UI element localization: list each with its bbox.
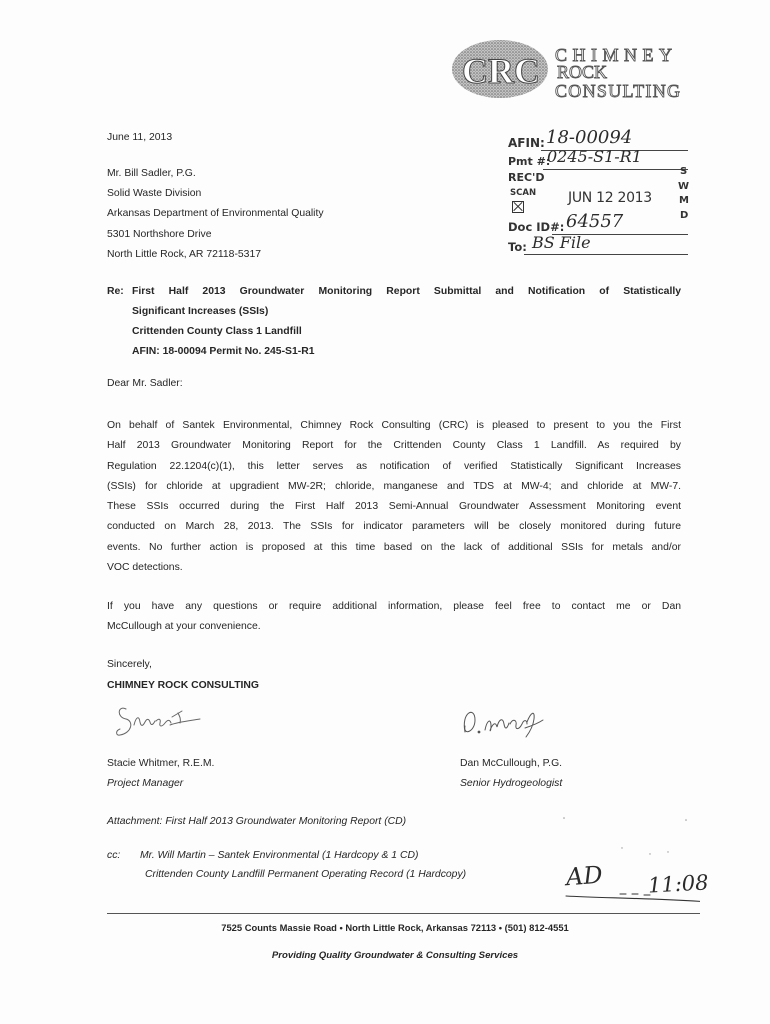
cc-line: Crittenden County Landfill Permanent Operating Record (1 Hardcopy) bbox=[145, 869, 467, 880]
body-paragraph-2 bbox=[107, 597, 681, 638]
margin-letter-s: S bbox=[680, 166, 688, 177]
signature-stacie-whitmer bbox=[112, 695, 207, 745]
docid-label: Doc ID#: bbox=[508, 220, 565, 234]
scan-checkbox bbox=[512, 201, 524, 213]
to-underline bbox=[524, 254, 688, 255]
signatory-1-name: Stacie Whitmer, R.E.M. bbox=[107, 758, 215, 769]
cc-label: cc: bbox=[107, 850, 121, 861]
pmt-underline bbox=[543, 169, 688, 170]
logo-text-line3: CONSULTING bbox=[555, 81, 680, 101]
subject-line: Significant Increases (SSIs) bbox=[132, 306, 269, 317]
paragraph-line: (SSIs) for chloride at upgradient MW-2R; chloride, manganese and TDS at MW-4; and chloride at MW-7. bbox=[107, 480, 681, 492]
paragraph-line: On behalf of Santek Environmental, Chimney Rock Consulting (CRC) is pleased to present to you the First bbox=[107, 420, 681, 431]
paragraph-line: events. No further action is proposed at this time based on the lack of additional SSIs for metals and/or bbox=[107, 541, 681, 553]
recipient-line: Solid Waste Division bbox=[107, 188, 202, 200]
paragraph-line: If you have any questions or require additional information, please feel free to contact me or Dan bbox=[107, 601, 681, 612]
subject-label: Re: bbox=[107, 286, 124, 297]
subject-line: AFIN: 18-00094 Permit No. 245-S1-R1 bbox=[132, 346, 315, 357]
recipient-line: North Little Rock, AR 72118-5317 bbox=[107, 248, 262, 260]
recipient-line: Arkansas Department of Environmental Quality bbox=[107, 208, 324, 220]
cc-line: Mr. Will Martin – Santek Environmental (1 Hardcopy & 1 CD) bbox=[140, 850, 419, 861]
subject-line: Crittenden County Class 1 Landfill bbox=[132, 326, 302, 337]
paragraph-line: Regulation 22.1204(c)(1), this letter serves as notification of verified Statistically Significant Increases bbox=[107, 460, 681, 472]
subject-line: First Half 2013 Groundwater Monitoring Report Submittal and Notification of Statistically bbox=[132, 286, 681, 297]
margin-letter-d: D bbox=[680, 210, 689, 221]
signatory-1-title: Project Manager bbox=[107, 778, 184, 789]
signatory-2-title: Senior Hydrogeologist bbox=[460, 778, 563, 789]
afin-handwritten: 18-00094 bbox=[546, 127, 633, 148]
to-handwritten: BS File bbox=[532, 233, 591, 252]
recipient-address bbox=[107, 164, 324, 265]
closing-company: CHIMNEY ROCK CONSULTING bbox=[107, 680, 260, 691]
paragraph-line: conducted on March 28, 2013. The SSIs for indicator parameters will be closely monitored during future bbox=[107, 521, 681, 533]
footer-address: 7525 Counts Massie Road • North Little Rock, Arkansas 72113 • (501) 812-4551 bbox=[221, 922, 569, 933]
letter-date: June 11, 2013 bbox=[107, 132, 173, 143]
body-paragraph-1 bbox=[107, 416, 681, 578]
paragraph-line: These SSIs occurred during the First Half 2013 Semi-Annual Groundwater Assessment Monitoring event bbox=[107, 501, 681, 513]
handwritten-time: 11:08 bbox=[647, 870, 710, 898]
logo-monogram: CRC bbox=[462, 51, 540, 91]
pmt-label: Pmt #: bbox=[508, 155, 551, 168]
footer-tagline: Providing Quality Groundwater & Consulting Services bbox=[271, 950, 519, 961]
margin-letter-m: M bbox=[679, 195, 689, 206]
received-label: REC'D bbox=[508, 171, 545, 184]
subject-block bbox=[132, 282, 681, 362]
paragraph-line: McCullough at your convenience. bbox=[107, 621, 261, 633]
pmt-handwritten: 0245-S1-R1 bbox=[547, 147, 642, 166]
paragraph-line: Half 2013 Groundwater Monitoring Report for the Crittenden County Class 1 Landfill. As required by bbox=[107, 440, 681, 452]
logo-text-line1: CHIMNEY bbox=[555, 45, 672, 65]
signatory-2-name: Dan McCullough, P.G. bbox=[460, 758, 563, 769]
signature-dan-mccullough bbox=[455, 698, 555, 743]
logo-text-line2: ROCK bbox=[557, 62, 607, 82]
scan-label: SCAN bbox=[510, 188, 537, 198]
margin-letter-w: W bbox=[678, 181, 690, 192]
closing-sincerely: Sincerely, bbox=[107, 659, 152, 670]
recipient-line: Mr. Bill Sadler, P.G. bbox=[107, 168, 196, 179]
attachment-line: Attachment: First Half 2013 Groundwater Monitoring Report (CD) bbox=[107, 816, 407, 827]
footer-divider bbox=[107, 913, 700, 914]
paragraph-line: VOC detections. bbox=[107, 562, 183, 574]
received-date-stamp: JUN 12 2013 bbox=[568, 190, 652, 206]
recipient-line: 5301 Northshore Drive bbox=[107, 228, 212, 240]
company-logo bbox=[440, 30, 690, 110]
afin-label: AFIN: bbox=[508, 136, 545, 150]
to-label: To: bbox=[508, 240, 527, 254]
docid-handwritten: 64557 bbox=[566, 211, 624, 232]
handwritten-initials: AD bbox=[565, 860, 604, 892]
salutation: Dear Mr. Sadler: bbox=[107, 378, 183, 389]
